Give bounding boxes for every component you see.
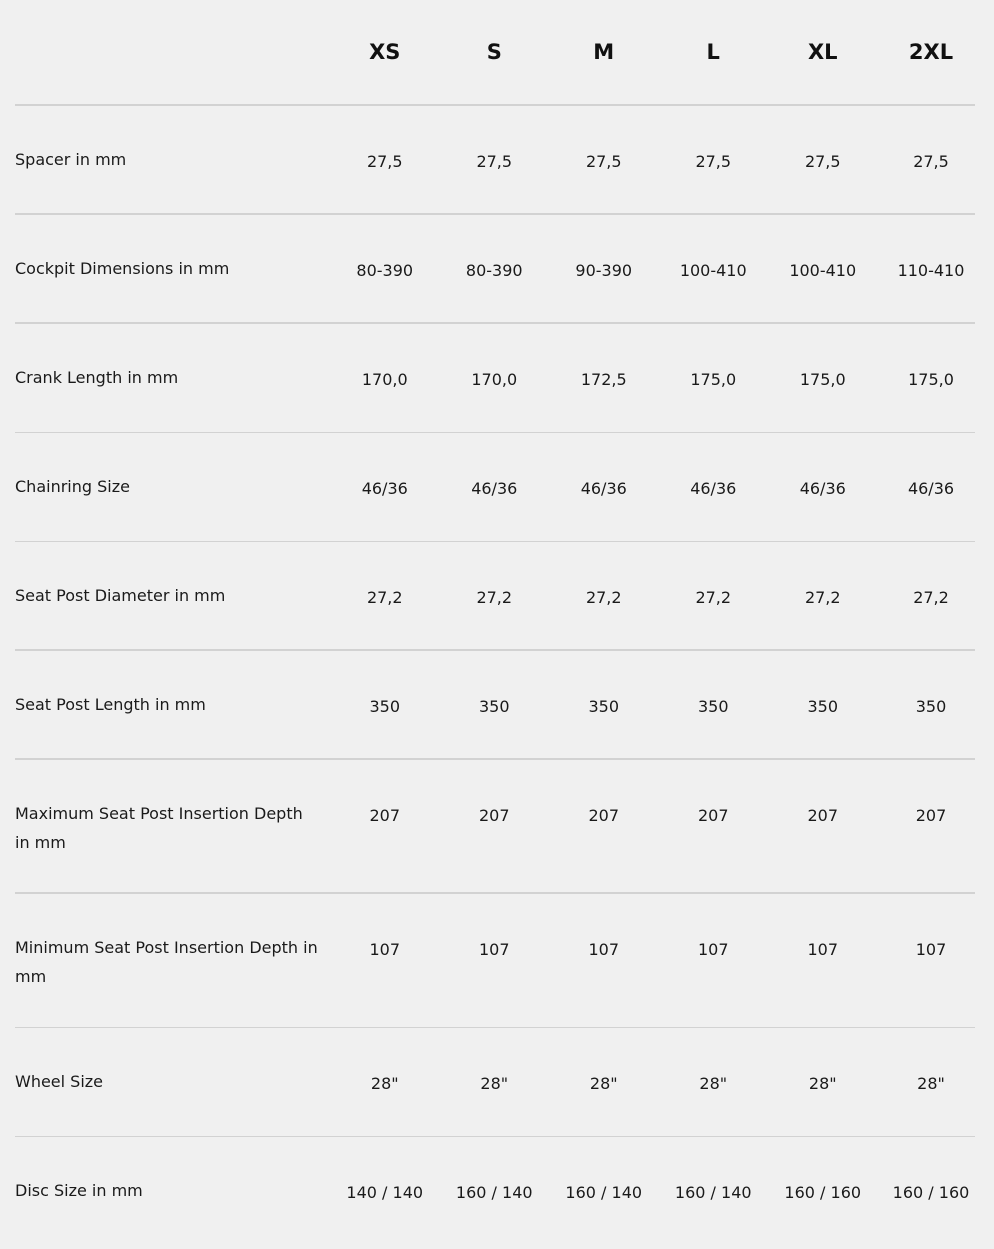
table-cell: 207 [478,806,510,825]
table-cell: 80-390 [356,261,414,280]
table-cell: 27,5 [695,152,732,171]
geometry-table [15,0,975,1249]
row-label: Spacer in mm [15,150,127,169]
table-cell: 27,5 [804,152,841,171]
table-cell: 207 [697,806,729,825]
table-cell: 350 [697,697,729,716]
table-cell: 350 [588,697,620,716]
table-cell: 175,0 [908,370,954,389]
table-cell: 160 / 140 [674,1183,752,1202]
table-cell: 107 [697,940,729,959]
table-cell: 160 / 140 [565,1183,643,1202]
table-cell: 46/36 [361,479,408,498]
table-cell: 207 [915,806,947,825]
table-cell: 160 / 140 [455,1183,533,1202]
row-values [330,433,985,503]
table-cell: 28" [589,1074,618,1093]
table-cell: 27,2 [476,588,513,607]
row-label: Seat Post Length in mm [15,695,206,714]
row-label: Maximum Seat Post Insertion Depth in mm [15,804,303,852]
table-cell: 350 [478,697,510,716]
table-cell: 27,5 [476,152,513,171]
table-row [15,542,975,651]
table-cell: 140 / 140 [346,1183,424,1202]
table-cell: 107 [369,940,401,959]
table-cell: 100-410 [679,261,747,280]
row-values [330,1028,985,1098]
size-header-xl: XL [807,39,838,64]
size-header-2xl: 2XL [908,39,954,64]
table-cell: 175,0 [690,370,737,389]
table-row [15,651,975,760]
table-cell: 160 / 160 [892,1183,970,1202]
table-cell: 350 [807,697,839,716]
table-cell: 28" [917,1074,945,1093]
table-row [15,106,975,215]
table-cell: 100-410 [789,261,857,280]
table-row [15,1137,975,1249]
table-cell: 207 [807,806,839,825]
table-cell: 46/36 [471,479,518,498]
table-row [15,894,975,1028]
table-cell: 28" [699,1074,728,1093]
table-cell: 170,0 [471,370,518,389]
table-row [15,760,975,894]
table-cell: 27,5 [366,152,403,171]
table-cell: 27,2 [366,588,403,607]
row-label: Disc Size in mm [15,1181,143,1200]
table-cell: 46/36 [907,479,955,498]
table-cell: 28" [370,1074,399,1093]
table-row [15,433,975,542]
row-label: Chainring Size [15,477,130,496]
table-cell: 207 [588,806,620,825]
table-cell: 27,5 [913,152,949,171]
row-label: Wheel Size [15,1072,104,1091]
row-label: Cockpit Dimensions in mm [15,259,230,278]
size-header-m: M [593,39,615,64]
table-cell: 172,5 [580,370,627,389]
table-row [15,1028,975,1137]
table-cell: 28" [480,1074,509,1093]
table-cell: 107 [478,940,510,959]
table-cell: 175,0 [799,370,846,389]
row-label: Crank Length in mm [15,368,179,387]
table-cell: 28" [808,1074,837,1093]
row-values [330,542,985,612]
table-row [15,324,975,433]
table-cell: 350 [915,697,947,716]
table-cell: 107 [915,940,947,959]
table-cell: 27,2 [804,588,841,607]
size-header-xs: XS [369,39,401,64]
row-values [330,760,985,830]
table-cell: 27,5 [585,152,622,171]
table-cell: 46/36 [799,479,846,498]
table-cell: 90-390 [575,261,633,280]
row-label: Minimum Seat Post Insertion Depth in mm [15,938,318,986]
table-header-row [15,0,975,106]
row-values [330,215,985,285]
row-values [330,324,985,394]
table-cell: 160 / 160 [784,1183,862,1202]
table-cell: 107 [807,940,839,959]
size-header-s: S [486,39,502,64]
table-cell: 110-410 [897,261,965,280]
table-cell: 170,0 [361,370,408,389]
row-values [330,106,985,176]
table-cell: 27,2 [585,588,622,607]
row-values [330,1137,985,1207]
row-values [330,651,985,721]
table-cell: 27,2 [913,588,949,607]
row-values [330,894,985,964]
table-cell: 80-390 [465,261,523,280]
size-columns [330,38,985,67]
table-cell: 27,2 [695,588,732,607]
table-cell: 46/36 [580,479,627,498]
table-cell: 207 [369,806,401,825]
table-cell: 350 [369,697,401,716]
table-cell: 107 [588,940,620,959]
table-row [15,215,975,324]
size-header-l: L [706,39,720,64]
row-label: Seat Post Diameter in mm [15,586,226,605]
table-cell: 46/36 [690,479,737,498]
